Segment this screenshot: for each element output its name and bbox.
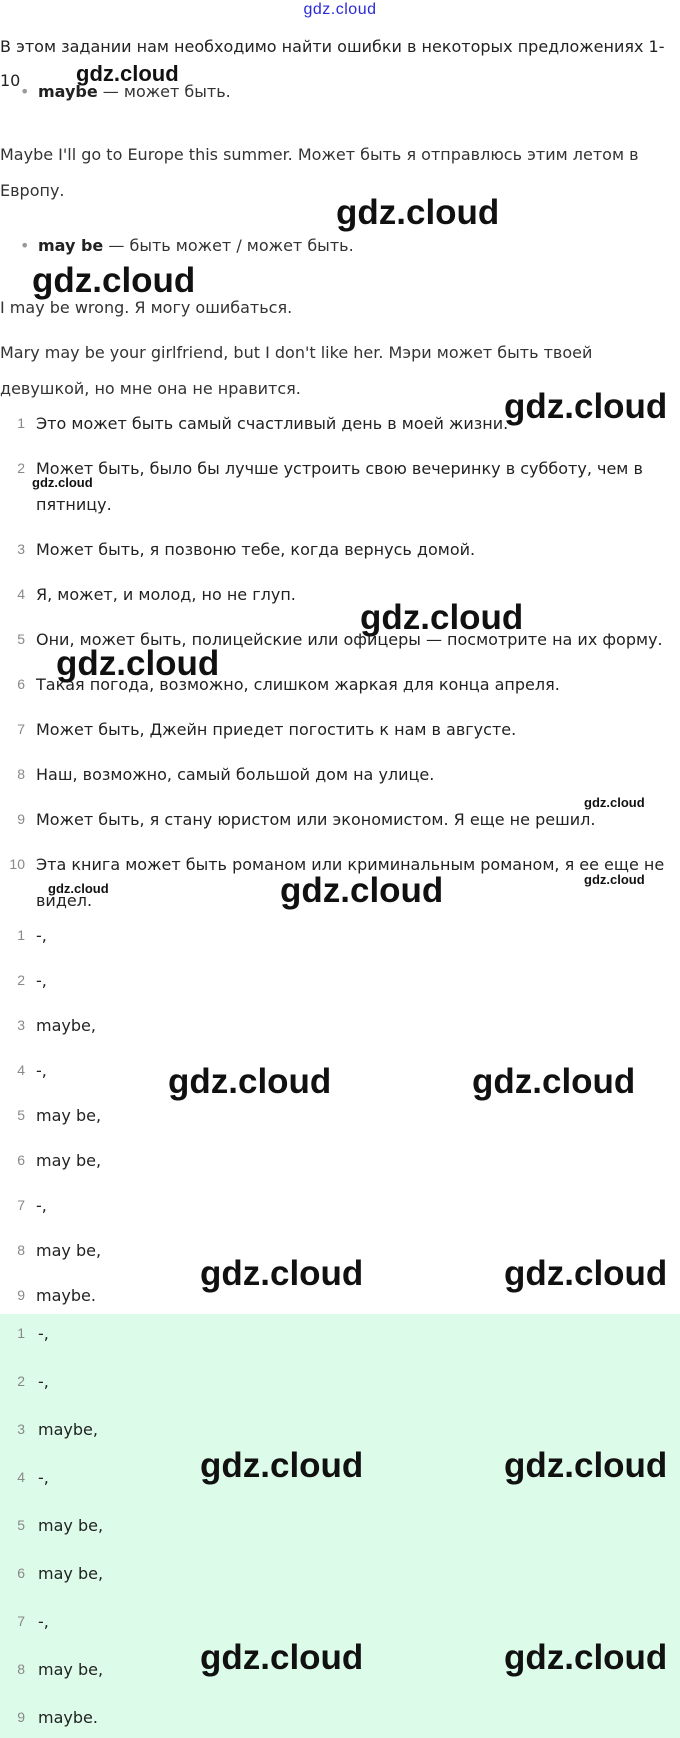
answer-text: -, — [38, 1468, 49, 1487]
example-3: Mary may be your girlfriend, but I don't like her. Мэри может быть твоей девушкой, но мне она не нравится. — [0, 343, 593, 398]
item-number: 2 — [17, 460, 25, 476]
answer-text: may be, — [36, 1151, 102, 1170]
item-number: 5 — [17, 631, 25, 647]
item-text: Я, может, и молод, но не глуп. — [36, 585, 296, 604]
definition-may-be — [20, 236, 354, 255]
item-number: 6 — [17, 1152, 25, 1168]
answer-text: -, — [36, 1061, 47, 1080]
item-number: 3 — [17, 1421, 25, 1437]
answer-text: may be, — [38, 1516, 104, 1535]
example-1: Maybe I'll go to Europe this summer. Может быть я отправлюсь этим летом в Европу. — [0, 145, 639, 200]
watermark: gdz.cloud — [504, 1638, 668, 1677]
answer-text: -, — [38, 1612, 49, 1631]
item-number: 10 — [9, 856, 25, 872]
item-number: 8 — [17, 1661, 25, 1677]
answer-text: maybe. — [36, 1286, 96, 1305]
item-number: 9 — [17, 811, 25, 827]
answer-text: -, — [36, 971, 47, 990]
item-number: 9 — [17, 1709, 25, 1725]
answer-text: -, — [36, 1196, 47, 1215]
definition-meaning: — может быть. — [97, 82, 231, 101]
watermark: gdz.cloud — [168, 1062, 332, 1101]
item-text: Может быть, я позвоню тебе, когда вернусь домой. — [36, 540, 476, 559]
item-number: 7 — [17, 721, 25, 737]
item-number: 4 — [17, 1469, 25, 1485]
watermark: gdz.cloud — [48, 881, 109, 896]
item-number: 7 — [17, 1613, 25, 1629]
item-number: 6 — [17, 1565, 25, 1581]
watermark: gdz.cloud — [584, 872, 645, 887]
definition-meaning: — быть может / может быть. — [103, 236, 354, 255]
item-number: 1 — [17, 415, 25, 431]
watermark: gdz.cloud — [360, 598, 524, 637]
item-number: 6 — [17, 676, 25, 692]
item-number: 8 — [17, 1242, 25, 1258]
item-text: Это может быть самый счастливый день в моей жизни. — [36, 414, 509, 433]
answer-text: may be, — [36, 1106, 102, 1125]
watermark: gdz.cloud — [76, 61, 179, 86]
item-number: 1 — [17, 927, 25, 943]
watermark: gdz.cloud — [200, 1638, 364, 1677]
site-header-logo[interactable]: gdz.cloud — [303, 1, 377, 18]
item-number: 7 — [17, 1197, 25, 1213]
watermark: gdz.cloud — [200, 1446, 364, 1485]
watermark: gdz.cloud — [280, 871, 444, 910]
item-text: Наш, возможно, самый большой дом на улице. — [36, 765, 435, 784]
watermark: gdz.cloud — [504, 1446, 668, 1485]
item-number: 1 — [17, 1325, 25, 1341]
watermark: gdz.cloud — [504, 387, 668, 426]
item-text: Может быть, было бы лучше устроить свою вечеринку в субботу, чем в пятницу. — [36, 459, 643, 514]
watermark: gdz.cloud — [336, 193, 500, 232]
watermark: gdz.cloud — [32, 261, 196, 300]
bullet-icon: • — [20, 236, 30, 255]
intro-text: В этом задании нам необходимо найти ошибки в некоторых предложениях 1-10 — [0, 37, 665, 90]
answer-text: -, — [36, 926, 47, 945]
item-text: Может быть, Джейн приедет погостить к нам в августе. — [36, 720, 517, 739]
answer-text: may be, — [36, 1241, 102, 1260]
item-number: 9 — [17, 1287, 25, 1303]
item-text: Может быть, я стану юристом или экономистом. Я еще не решил. — [36, 810, 596, 829]
item-number: 2 — [17, 1373, 25, 1389]
watermark: gdz.cloud — [32, 475, 93, 490]
answer-text: maybe, — [38, 1420, 98, 1439]
item-number: 4 — [17, 1062, 25, 1078]
example-2: I may be wrong. Я могу ошибаться. — [0, 298, 293, 317]
answer-text: may be, — [38, 1564, 104, 1583]
item-text: Такая погода, возможно, слишком жаркая для конца апреля. — [36, 675, 560, 694]
watermark: gdz.cloud — [56, 644, 220, 683]
answer-text: -, — [38, 1372, 49, 1391]
item-number: 3 — [17, 1017, 25, 1033]
answer-text: -, — [38, 1324, 49, 1343]
item-number: 5 — [17, 1107, 25, 1123]
watermark: gdz.cloud — [584, 795, 645, 810]
definition-term: may be — [38, 236, 104, 255]
item-text: Эта книга может быть романом или криминальным романом, я ее еще не видел. — [36, 855, 665, 910]
item-text: Они, может быть, полицейские или офицеры — посмотрите на их форму. — [36, 630, 663, 649]
watermark: gdz.cloud — [472, 1062, 636, 1101]
bullet-icon: • — [20, 82, 30, 101]
watermark: gdz.cloud — [504, 1254, 668, 1293]
definition-term: maybe — [38, 82, 98, 101]
item-number: 4 — [17, 586, 25, 602]
answer-text: may be, — [38, 1660, 104, 1679]
item-number: 2 — [17, 972, 25, 988]
answer-text: maybe, — [36, 1016, 96, 1035]
watermark: gdz.cloud — [200, 1254, 364, 1293]
item-number: 8 — [17, 766, 25, 782]
item-number: 5 — [17, 1517, 25, 1533]
answer-text: maybe. — [38, 1708, 98, 1727]
item-number: 3 — [17, 541, 25, 557]
